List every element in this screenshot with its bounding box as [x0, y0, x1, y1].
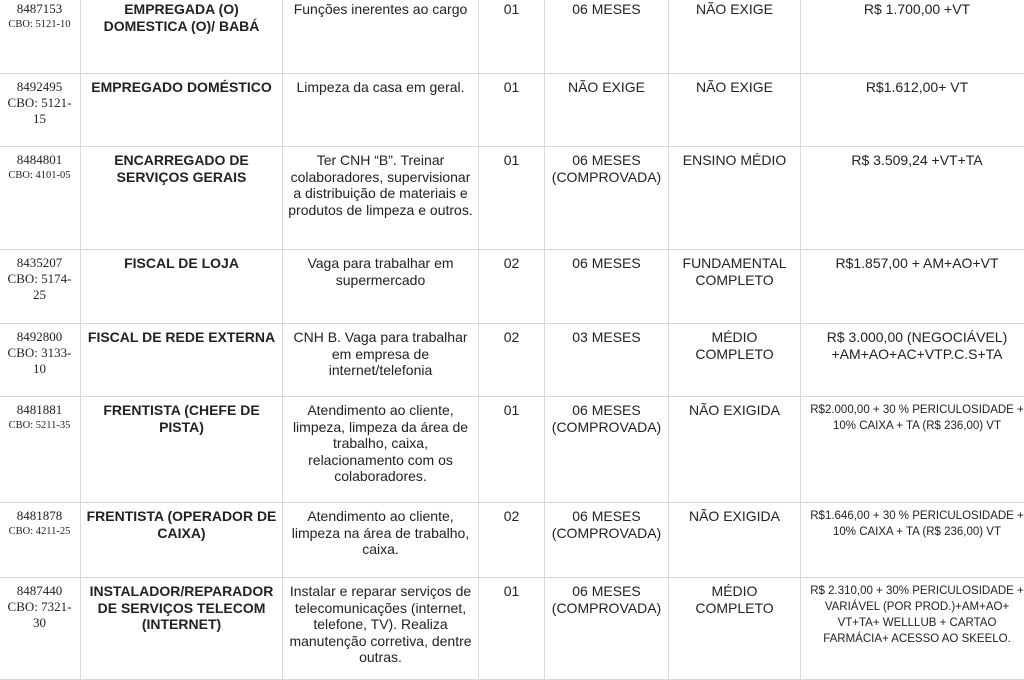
job-description: Instalar e reparar serviços de telecomunicações (internet, telefone, TV). Realiza manutenção corretiva, dentre outras. [283, 578, 479, 680]
job-salary: R$2.000,00 + 30 % PERICULOSIDADE + 10% CAIXA + TA (R$ 236,00) VT [801, 397, 1024, 503]
job-title: FRENTISTA (OPERADOR DE CAIXA) [81, 503, 283, 578]
job-salary: R$1.646,00 + 30 % PERICULOSIDADE + 10% CAIXA + TA (R$ 236,00) VT [801, 503, 1024, 578]
table-row [0, 578, 1024, 680]
job-code: 8487153 [2, 1, 77, 17]
job-vacancies: 01 [479, 74, 545, 147]
cbo-code: CBO: 5211-35 [2, 418, 77, 433]
job-code: 8492495 [2, 79, 77, 95]
table-row [0, 324, 1024, 397]
job-code-cell [0, 578, 81, 680]
job-code: 8435207 [2, 255, 77, 271]
job-code: 8487440 [2, 583, 77, 599]
job-title: EMPREGADA (O) DOMESTICA (O)/ BABÁ [81, 0, 283, 74]
job-description: Limpeza da casa em geral. [283, 74, 479, 147]
cbo-code: CBO: 3133-10 [2, 345, 77, 377]
job-code: 8481881 [2, 402, 77, 418]
job-title: FISCAL DE REDE EXTERNA [81, 324, 283, 397]
cbo-code: CBO: 4211-25 [2, 524, 77, 539]
job-vacancies: 01 [479, 578, 545, 680]
job-vacancies: 01 [479, 397, 545, 503]
job-code-cell [0, 250, 81, 324]
job-education: NÃO EXIGE [669, 74, 801, 147]
job-description: Atendimento ao cliente, limpeza, limpeza da área de trabalho, caixa, relacionamento com os colaboradores. [283, 397, 479, 503]
job-code: 8481878 [2, 508, 77, 524]
job-salary: R$ 3.509,24 +VT+TA [801, 147, 1024, 250]
job-description: Funções inerentes ao cargo [283, 0, 479, 74]
job-code: 8492800 [2, 329, 77, 345]
job-title: FISCAL DE LOJA [81, 250, 283, 324]
job-education: FUNDAMENTAL COMPLETO [669, 250, 801, 324]
job-experience: NÃO EXIGE [545, 74, 669, 147]
job-salary: R$ 2.310,00 + 30% PERICULOSIDADE + VARIÁVEL (POR PROD.)+AM+AO+ VT+TA+ WELLLUB + CARTAO FARMÁCIA+ ACESSO AO SKEELO. [801, 578, 1024, 680]
job-education: NÃO EXIGE [669, 0, 801, 74]
job-description: Ter CNH “B”. Treinar colaboradores, supervisionar a distribuição de materiais e produtos de limpeza e outros. [283, 147, 479, 250]
job-title: EMPREGADO DOMÉSTICO [81, 74, 283, 147]
job-experience: 06 MESES [545, 0, 669, 74]
job-experience: 06 MESES (COMPROVADA) [545, 397, 669, 503]
job-vacancies: 02 [479, 324, 545, 397]
job-description: Atendimento ao cliente, limpeza na área de trabalho, caixa. [283, 503, 479, 578]
job-code-cell [0, 0, 81, 74]
job-salary: R$ 1.700,00 +VT [801, 0, 1024, 74]
job-description: Vaga para trabalhar em supermercado [283, 250, 479, 324]
cbo-code: CBO: 5121-10 [2, 17, 77, 32]
table-row [0, 503, 1024, 578]
job-experience: 06 MESES [545, 250, 669, 324]
job-experience: 06 MESES (COMPROVADA) [545, 503, 669, 578]
job-vacancies: 01 [479, 0, 545, 74]
job-code-cell [0, 74, 81, 147]
job-vacancies: 01 [479, 147, 545, 250]
job-vacancies: 02 [479, 503, 545, 578]
job-experience: 03 MESES [545, 324, 669, 397]
table-row [0, 147, 1024, 250]
job-education: ENSINO MÉDIO [669, 147, 801, 250]
job-code: 8484801 [2, 152, 77, 168]
job-code-cell [0, 147, 81, 250]
job-title: FRENTISTA (CHEFE DE PISTA) [81, 397, 283, 503]
job-salary: R$1.857,00 + AM+AO+VT [801, 250, 1024, 324]
job-salary: R$1.612,00+ VT [801, 74, 1024, 147]
table-row [0, 74, 1024, 147]
table-row [0, 250, 1024, 324]
job-salary: R$ 3.000,00 (NEGOCIÁVEL) +AM+AO+AC+VTP.C.S+TA [801, 324, 1024, 397]
job-education: MÉDIO COMPLETO [669, 578, 801, 680]
job-education: NÃO EXIGIDA [669, 503, 801, 578]
cbo-code: CBO: 5174-25 [2, 271, 77, 303]
job-description: CNH B. Vaga para trabalhar em empresa de internet/telefonia [283, 324, 479, 397]
table-row [0, 0, 1024, 74]
job-vacancies: 02 [479, 250, 545, 324]
job-experience: 06 MESES (COMPROVADA) [545, 578, 669, 680]
job-education: MÉDIO COMPLETO [669, 324, 801, 397]
job-code-cell [0, 503, 81, 578]
cbo-code: CBO: 5121-15 [2, 95, 77, 127]
job-experience: 06 MESES (COMPROVADA) [545, 147, 669, 250]
cbo-code: CBO: 4101-05 [2, 168, 77, 183]
job-education: NÃO EXIGIDA [669, 397, 801, 503]
cbo-code: CBO: 7321-30 [2, 599, 77, 631]
table-row [0, 397, 1024, 503]
job-code-cell [0, 397, 81, 503]
job-code-cell [0, 324, 81, 397]
job-title: ENCARREGADO DE SERVIÇOS GERAIS [81, 147, 283, 250]
job-title: INSTALADOR/REPARADOR DE SERVIÇOS TELECOM (INTERNET) [81, 578, 283, 680]
